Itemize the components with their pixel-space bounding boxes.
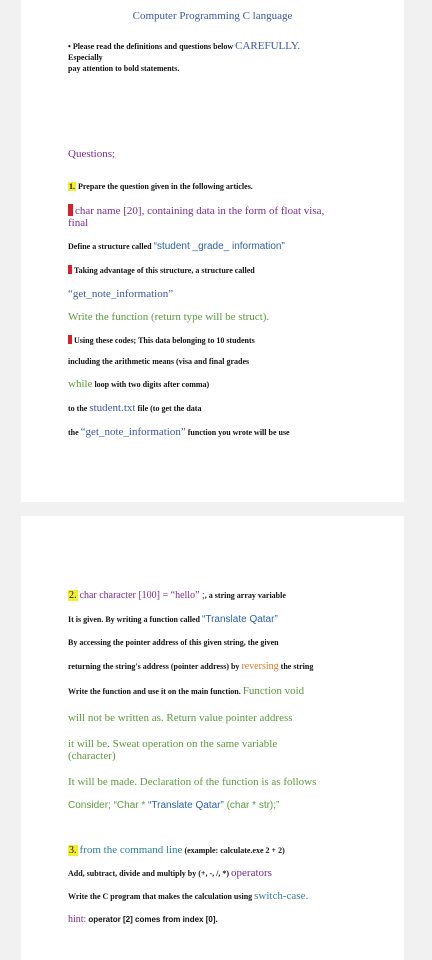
document-title: Computer Programming C language [132,10,293,22]
intro-line-3: pay attention to bold statements. [68,64,180,73]
q1-text: Prepare the question given in the following articles. [78,182,253,191]
q1-while-line: while loop with two digits after comma) [68,378,210,390]
q1-number: 1. [69,182,75,191]
while-keyword: while [68,378,93,390]
q2-write-main-line: Write the function and use it on the main function. Function void [68,685,305,697]
q2-number: 2. [69,590,77,601]
q3-add-line: Add, subtract, divide and multiply by (+, -, /, *) operators [68,867,272,879]
intro-emphasis: CAREFULLY. [235,40,301,52]
q3-write-line: Write the C program that makes the calculation using switch-case. [68,890,309,902]
q1-char-line-2: final [68,217,89,229]
intro-text: Please read the definitions and questions below [72,42,234,51]
q2-access-line: By accessing the pointer address of this given string, the given [68,638,279,647]
q3-number: 3. [69,845,77,856]
switch-case-keyword: switch-case. [254,890,309,902]
file-name: student.txt [89,402,136,414]
red-marker [68,204,73,216]
struct-name: “student _grade_ information” [153,241,285,252]
q2-sweat: it will be. Sweat operation on the same variable [68,738,278,750]
q2-sweat-2: (character) [68,750,116,762]
q1-file-line: to the student.txt file (to get the data [68,402,202,414]
q2-declaration: It will be made. Declaration of the function is as follows [68,776,317,788]
questions-heading: Questions; [68,148,116,160]
function-name: “Translate Qatar” [148,800,224,811]
q1-define-line: Define a structure called “student _grade_ information” [68,241,285,252]
hint-label: hint: [68,914,87,925]
q2-not-written: will not be written as. Return value pointer address [68,712,293,724]
function-name: “get_note_information” [80,426,186,438]
q1-using-line: Using these codes; This data belonging to 10 students [68,335,390,345]
intro-line-2: Especially [68,53,103,62]
function-name: “Translate Qatar” [202,614,278,625]
q1-including-line: including the arithmetic means (visa and final grades [68,357,250,366]
reversing-keyword: reversing [241,661,279,672]
red-marker [68,265,72,274]
document-page-1 [21,0,404,502]
q1-char-line: char name [20], containing data in the form of float visa, [68,204,390,217]
command-line: from the command line [79,844,183,856]
q1-taking-line: Taking advantage of this structure, a structure called [68,265,390,275]
bullet: • [68,42,71,51]
function-void: Function void [242,685,305,697]
q3-hint-line: hint: operator [2] comes from index [0]. [68,914,218,925]
q2-line: 2. char character [100] = “hello” ;, a string array variable [69,590,286,601]
q2-consider-line: Consider; “Char * “Translate Qatar” (char * str);” [68,800,280,811]
q1-struct-name: “get_note_information” [68,288,174,300]
q1-line [68,182,390,191]
red-marker [68,335,72,344]
q2-char-code: char character [100] = “hello” ; [79,590,205,601]
q2-given-line: It is given. By writing a function called “Translate Qatar” [68,614,278,625]
q1-write-function: Write the function (return type will be struct). [68,311,270,323]
intro-line-1 [68,40,390,52]
q3-line: 3. from the command line (example: calculate.exe 2 + 2) [69,844,285,856]
q1-function-line: the “get_note_information” function you wrote will be use [68,426,290,438]
document-page-2 [21,516,404,960]
q2-return-line: returning the string's address (pointer address) by reversing the string [68,661,314,672]
operators-keyword: operators [231,867,272,879]
